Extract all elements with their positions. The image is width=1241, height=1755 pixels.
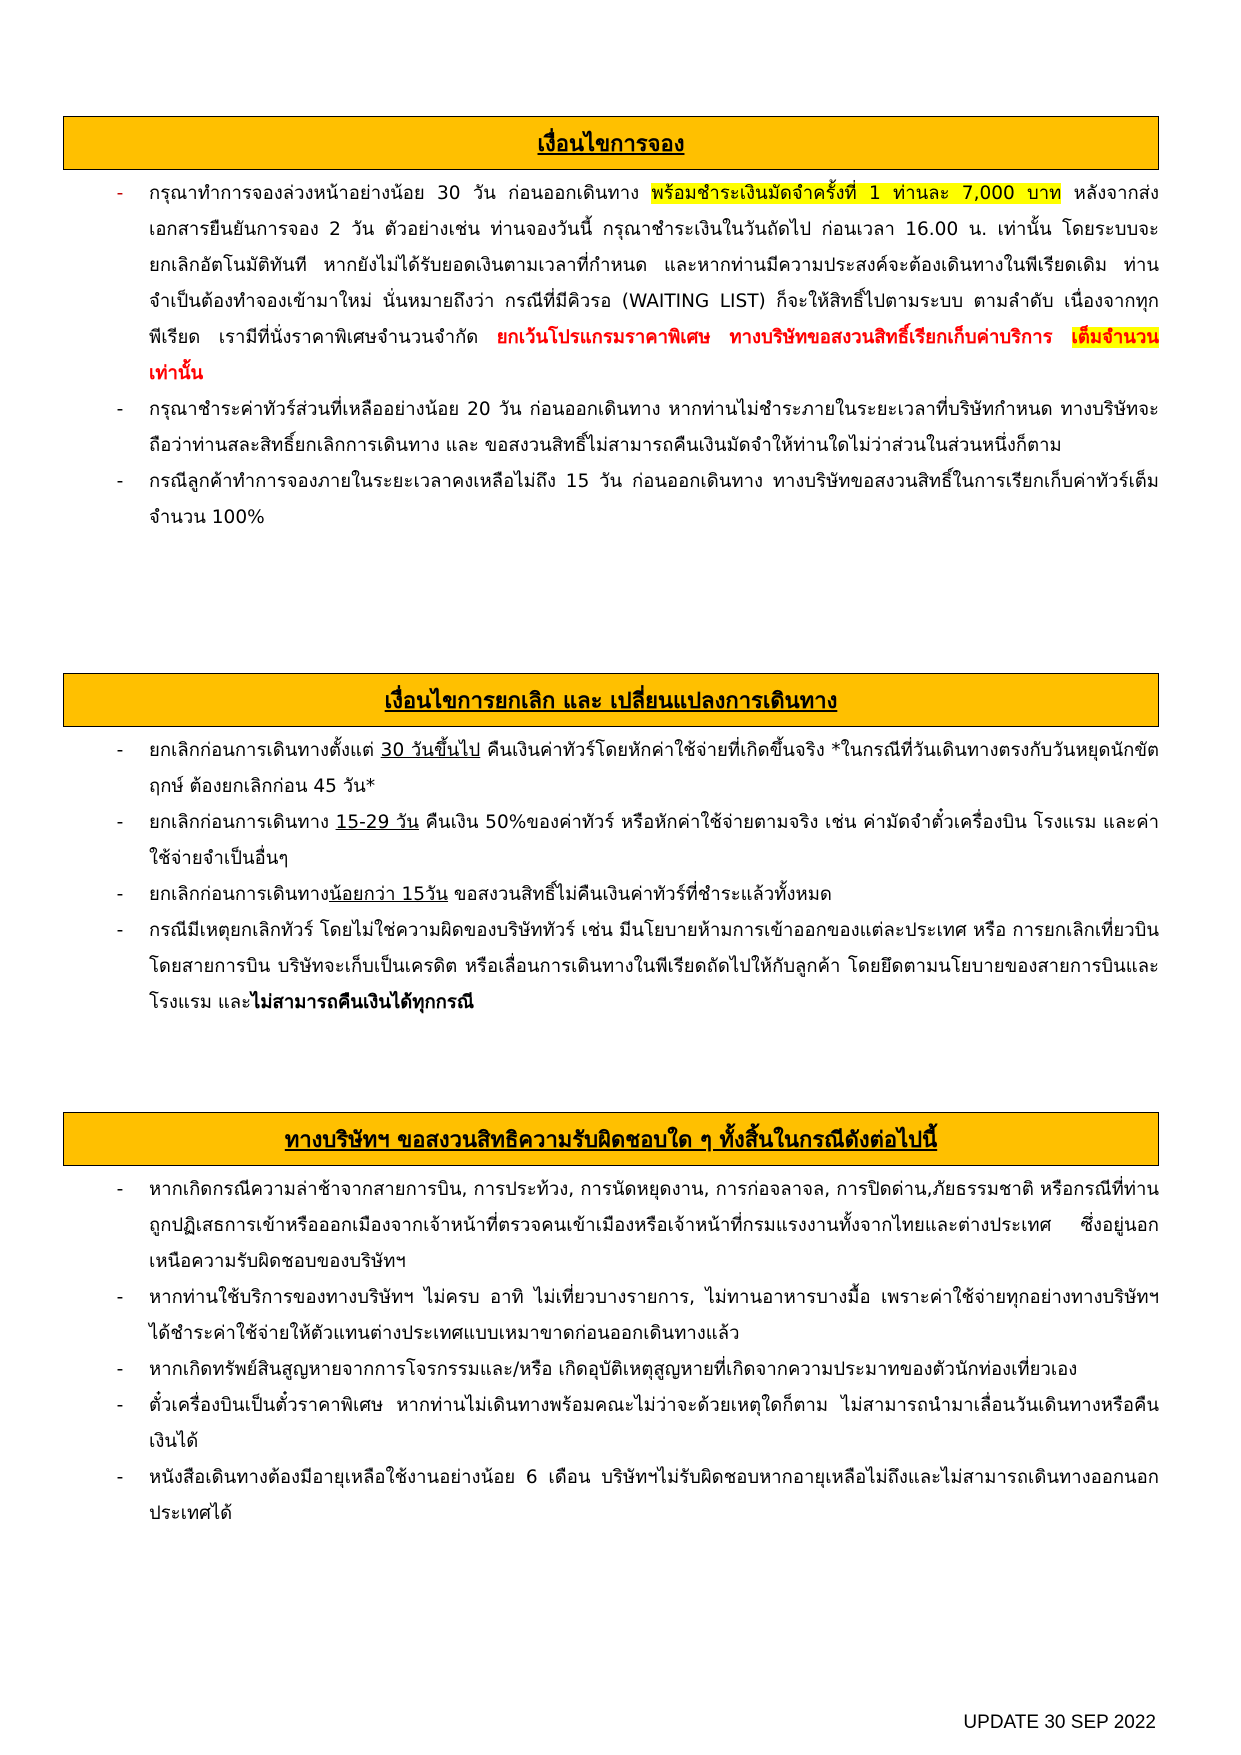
bullet-dash: - [116,1359,124,1380]
liability-disclaimer-list [63,1172,1159,1532]
item-text: หากท่านใช้บริการของทางบริษัทฯ ไม่ครบ อาทิ ไม่เที่ยวบางรายการ, ไม่ทานอาหารบางมื้อ เพราะค่าใช้จ่ายทุกอย่างทางบริษัทฯ ได้ชำระค่าใช้จ่ายให้ตัวแทนต่างประเทศแบบเหมาขาดก่อนออกเดินทางแล้ว [149,1287,1159,1344]
booking-conditions-header [63,116,1159,170]
bullet-dash: - [116,740,124,761]
underlined-text: 30 วันขึ้นไป [380,740,481,761]
item-text: ยกเลิกก่อนการเดินทางตั้งแต่ [149,740,381,761]
update-date-footer: UPDATE 30 SEP 2022 [963,1712,1156,1733]
bullet-dash: - [116,399,124,420]
highlighted-text: พร้อมชำระเงินมัดจำครั้งที่ 1 ท่านละ 7,000 บาท [651,183,1062,204]
booking-conditions-section [63,116,1159,536]
bold-text: ไม่สามารถคืนเงินได้ทุกกรณี [251,992,474,1013]
list-item [63,1280,1159,1352]
bullet-dash: - [116,1287,124,1308]
booking-conditions-list [63,176,1159,536]
item-text: กรุณาชำระค่าทัวร์ส่วนที่เหลืออย่างน้อย 20 วัน ก่อนออกเดินทาง หากท่านไม่ชำระภายในระยะเวลาที่บริษัทกำหนด ทางบริษัทจะถือว่าท่านสละสิทธิ์ยกเลิกการเดินทาง และ ขอสงวนสิทธิ์ไม่สามารถคืนเงินมัดจำให้ท่านใดไม่ว่าส่วนในส่วนหนึ่งก็ตาม [149,399,1159,456]
list-item [63,1388,1159,1460]
list-item [63,805,1159,877]
item-text: กรณีมีเหตุยกเลิกทัวร์ โดยไม่ใช่ความผิดของบริษัททัวร์ เช่น มีนโยบายห้ามการเข้าออกของแต่ละประเทศ หรือ การยกเลิกเที่ยวบินโดยสายการบิน บริษัทจะเก็บเป็นเครดิต หรือเลื่อนการเดินทางในพีเรียดถัดไปให้กับลูกค้า โดยยึดตามนโยบายของสายการบินและโรงแรม และ [149,920,1159,1013]
list-item [63,176,1159,392]
item-text: ตั๋วเครื่องบินเป็นตั๋วราคาพิเศษ หากท่านไม่เดินทางพร้อมคณะไม่ว่าจะด้วยเหตุใดก็ตาม ไม่สามารถนำมาเลื่อนวันเดินทางหรือคืนเงินได้ [149,1395,1159,1452]
emphasis-text: เท่านั้น [149,363,204,384]
liability-disclaimer-section [63,1112,1159,1532]
list-item [63,913,1159,1021]
list-item [63,1460,1159,1532]
list-item [63,464,1159,536]
item-text: กรุณาทำการจองล่วงหน้าอย่างน้อย 30 วัน ก่อนออกเดินทาง [149,183,652,204]
item-text: หากเกิดกรณีความล่าช้าจากสายการบิน, การประท้วง, การนัดหยุดงาน, การก่อจลาจล, การปิดด่าน,ภัยธรรมชาติ หรือกรณีที่ท่านถูกปฏิเสธการเข้าหรือออกเมืองจากเจ้าหน้าที่ตรวจคนเข้าเมืองหรือเจ้าหน้าที่กรมแรงงานทั้งจากไทยและต่างประเทศ ซึ่งอยู่นอกเหนือความรับผิดชอบของบริษัทฯ [149,1179,1159,1272]
cancellation-conditions-header [63,673,1159,727]
underlined-text: น้อยกว่า 15วัน [329,884,449,905]
section-title: เงื่อนไขการยกเลิก และ เปลี่ยนแปลงการเดินทาง [384,688,838,714]
bullet-dash: - [116,812,124,833]
item-text: หนังสือเดินทางต้องมีอายุเหลือใช้งานอย่างน้อย 6 เดือน บริษัทฯไม่รับผิดชอบหากอายุเหลือไม่ถึงและไม่สามารถเดินทางออกนอกประเทศได้ [149,1467,1159,1524]
list-item [63,877,1159,913]
item-text: ยกเลิกก่อนการเดินทาง [149,812,336,833]
section-title: ทางบริษัทฯ ขอสงวนสิทธิความรับผิดชอบใด ๆ ทั้งสิ้นในกรณีดังต่อไปนี้ [284,1127,938,1153]
cancellation-conditions-section [63,673,1159,1021]
bullet-dash: - [116,471,124,492]
bullet-dash: - [116,1395,124,1416]
bullet-dash: - [116,920,124,941]
list-item [63,1352,1159,1388]
item-text: ขอสงวนสิทธิ์ไม่คืนเงินค่าทัวร์ที่ชำระแล้วทั้งหมด [448,884,832,905]
cancellation-conditions-list [63,733,1159,1021]
item-text: หลังจากส่งเอกสารยืนยันการจอง 2 วัน ตัวอย่างเช่น ท่านจองวันนี้ กรุณาชำระเงินในวันถัดไป ก่อนเวลา 16.00 น. เท่านั้น โดยระบบจะยกเลิกอัตโนมัติทันที หากยังไม่ได้รับยอดเงินตามเวลาที่กำหนด และหากท่านมีความประสงค์จะต้องเดินทางในพีเรียดเดิม ท่านจำเป็นต้องทำจองเข้ามาใหม่ นั่นหมายถึงว่า กรณีที่มีคิวรอ (WAITING LIST) ก็จะให้สิทธิ์ไปตามระบบ ตามลำดับ เนื่องจากทุกพีเรียด เรามีที่นั่งราคาพิเศษจำนวนจำกัด [149,183,1159,348]
bullet-dash: - [116,1179,124,1200]
underlined-text: 15-29 วัน [335,812,419,833]
bullet-dash: - [116,1467,124,1488]
bullet-dash: - [116,884,124,905]
item-text: ยกเลิกก่อนการเดินทาง [149,884,329,905]
emphasis-text: ยกเว้นโปรแกรมราคาพิเศษ ทางบริษัทขอสงวนสิทธิ์เรียกเก็บค่าบริการ [496,327,1072,348]
item-text: คืนเงินค่าทัวร์โดยหักค่าใช้จ่ายที่เกิดขึ้นจริง *ในกรณีที่วันเดินทางตรงกับวันหยุดนักขัตฤกษ์ ต้องยกเลิกก่อน 45 วัน* [149,740,1159,797]
section-title: เงื่อนไขการจอง [537,131,685,157]
item-text: หากเกิดทรัพย์สินสูญหายจากการโจรกรรมและ/หรือ เกิดอุบัติเหตุสูญหายที่เกิดจากความประมาทของตัวนักท่องเที่ยวเอง [149,1359,1078,1380]
list-item [63,733,1159,805]
list-item [63,1172,1159,1280]
bullet-dash: - [116,183,124,204]
item-text: คืนเงิน 50%ของค่าทัวร์ หรือหักค่าใช้จ่ายตามจริง เช่น ค่ามัดจำตั๋วเครื่องบิน โรงแรม และค่าใช้จ่ายจำเป็นอื่นๆ [149,812,1159,869]
liability-disclaimer-header [63,1112,1159,1166]
list-item [63,392,1159,464]
highlighted-emphasis-text: เต็มจำนวน [1071,327,1159,348]
item-text: กรณีลูกค้าทำการจองภายในระยะเวลาคงเหลือไม่ถึง 15 วัน ก่อนออกเดินทาง ทางบริษัทขอสงวนสิทธิ์ในการเรียกเก็บค่าทัวร์เต็มจำนวน 100% [149,471,1159,528]
